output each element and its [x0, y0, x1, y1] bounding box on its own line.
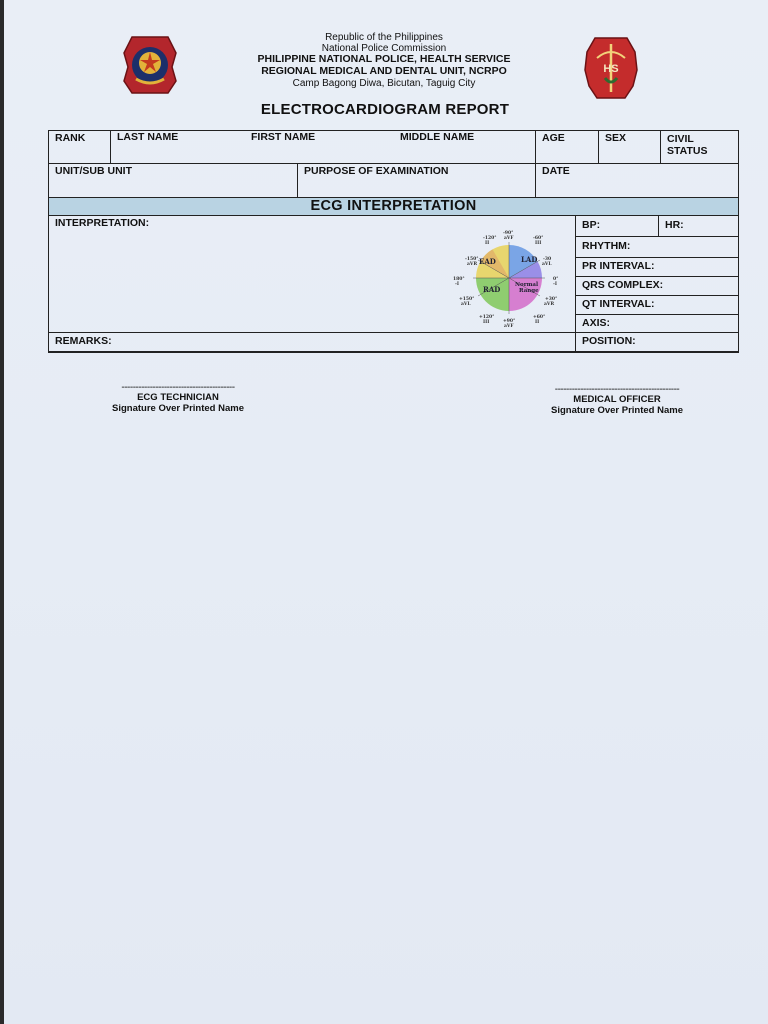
pr-interval-field[interactable]	[575, 257, 739, 277]
svg-text:-90°: -90°	[503, 231, 514, 236]
interpretation-field[interactable]	[48, 215, 576, 333]
svg-text:-120°: -120°	[483, 236, 497, 241]
header-napolcom: National Police Commission	[321, 43, 447, 54]
svg-text:aVF: aVF	[504, 324, 514, 329]
svg-text:-I: -I	[553, 282, 557, 287]
qt-interval-label: QT INTERVAL:	[582, 298, 655, 310]
name-field[interactable]	[110, 130, 536, 164]
remarks-field[interactable]	[48, 332, 576, 353]
svg-text:aVL: aVL	[542, 262, 552, 267]
header-address: Camp Bagong Diwa, Bicutan, Taguig City	[292, 78, 476, 89]
civil-status-field[interactable]	[660, 130, 739, 164]
position-field[interactable]	[575, 332, 739, 353]
civil-label: CIVIL	[667, 133, 694, 145]
last-name-label: LAST NAME	[117, 131, 179, 143]
hs-letters: HS	[603, 63, 619, 75]
svg-text:+60°: +60°	[533, 315, 546, 320]
sex-label: SEX	[605, 132, 627, 144]
svg-text:-30: -30	[543, 257, 552, 262]
status-label: STATUS	[667, 145, 708, 157]
hr-label: HR:	[665, 219, 684, 231]
svg-text:III: III	[535, 241, 542, 246]
pnp-seal-icon	[122, 33, 178, 102]
svg-text:-150°: -150°	[465, 257, 479, 262]
position-label: POSITION:	[582, 335, 636, 347]
header-rmdu: REGIONAL MEDICAL AND DENTAL UNIT, NCRPO	[261, 65, 507, 77]
svg-text:+30°: +30°	[545, 297, 558, 302]
svg-text:III: III	[483, 320, 490, 325]
purpose-label: PURPOSE OF EXAMINATION	[304, 165, 449, 177]
medical-officer-role: MEDICAL OFFICER	[573, 394, 661, 405]
age-field[interactable]	[535, 130, 599, 164]
svg-text:180°: 180°	[453, 277, 465, 282]
svg-text:aVR: aVR	[544, 302, 555, 307]
lad-label: LAD	[521, 255, 538, 264]
purpose-field[interactable]	[297, 163, 536, 198]
header-pnp-hs: PHILIPPINE NATIONAL POLICE, HEALTH SERVICE	[257, 53, 511, 65]
svg-text:+90°: +90°	[503, 319, 516, 324]
date-field[interactable]	[535, 163, 739, 198]
qt-interval-field[interactable]	[575, 295, 739, 315]
bp-label: BP:	[582, 219, 601, 231]
svg-text:II: II	[535, 320, 540, 325]
hr-field[interactable]	[658, 215, 739, 237]
ead-label: EAD	[479, 257, 496, 266]
first-name-label: FIRST NAME	[251, 131, 316, 143]
svg-text:+120°: +120°	[479, 315, 495, 320]
bp-field[interactable]	[575, 215, 659, 237]
header-republic: Republic of the Philippines	[325, 32, 443, 43]
unit-label: UNIT/SUB UNIT	[55, 165, 132, 177]
svg-text:aVR: aVR	[467, 262, 478, 267]
axis-label: AXIS:	[582, 317, 611, 329]
date-label: DATE	[542, 165, 570, 177]
axis-wheel-diagram	[441, 222, 561, 333]
ecg-interpretation-band: ECG INTERPRETATION	[49, 197, 738, 216]
normal-label: Normal	[515, 282, 539, 288]
rank-label: RANK	[55, 132, 86, 144]
range-label: Range	[519, 288, 539, 294]
svg-text:aVF: aVF	[504, 236, 514, 241]
rank-field[interactable]	[48, 130, 111, 164]
middle-name-label: MIDDLE NAME	[400, 131, 475, 143]
ecg-technician-signature	[90, 384, 266, 414]
qrs-complex-label: QRS COMPLEX:	[582, 279, 664, 291]
rad-label: RAD	[483, 285, 501, 294]
ecg-technician-line: ----------------------------------------	[121, 382, 235, 393]
medical-officer-signature	[528, 386, 706, 416]
svg-text:aVL: aVL	[461, 302, 471, 307]
svg-text:0°: 0°	[553, 277, 559, 282]
qrs-complex-field[interactable]	[575, 276, 739, 296]
medical-officer-caption: Signature Over Printed Name	[551, 405, 683, 416]
interpretation-label: INTERPRETATION:	[55, 217, 150, 229]
report-title: ELECTROCARDIOGRAM REPORT	[260, 101, 510, 118]
svg-text:+150°: +150°	[459, 297, 475, 302]
remarks-label: REMARKS:	[55, 335, 112, 347]
sex-field[interactable]	[598, 130, 661, 164]
svg-text:-60°: -60°	[533, 236, 544, 241]
health-service-seal-icon	[583, 36, 639, 105]
pr-interval-label: PR INTERVAL:	[582, 260, 655, 272]
svg-text:-I: -I	[455, 282, 459, 287]
medical-officer-line: --------------------------------------------	[554, 384, 680, 395]
ecg-form-table	[48, 130, 739, 352]
axis-field[interactable]	[575, 314, 739, 333]
ecg-technician-caption: Signature Over Printed Name	[112, 403, 244, 414]
ecg-technician-role: ECG TECHNICIAN	[137, 392, 219, 403]
rhythm-field[interactable]	[575, 236, 739, 258]
unit-field[interactable]	[48, 163, 298, 198]
rhythm-label: RHYTHM:	[582, 240, 631, 252]
svg-text:II: II	[485, 241, 490, 246]
age-label: AGE	[542, 132, 565, 144]
